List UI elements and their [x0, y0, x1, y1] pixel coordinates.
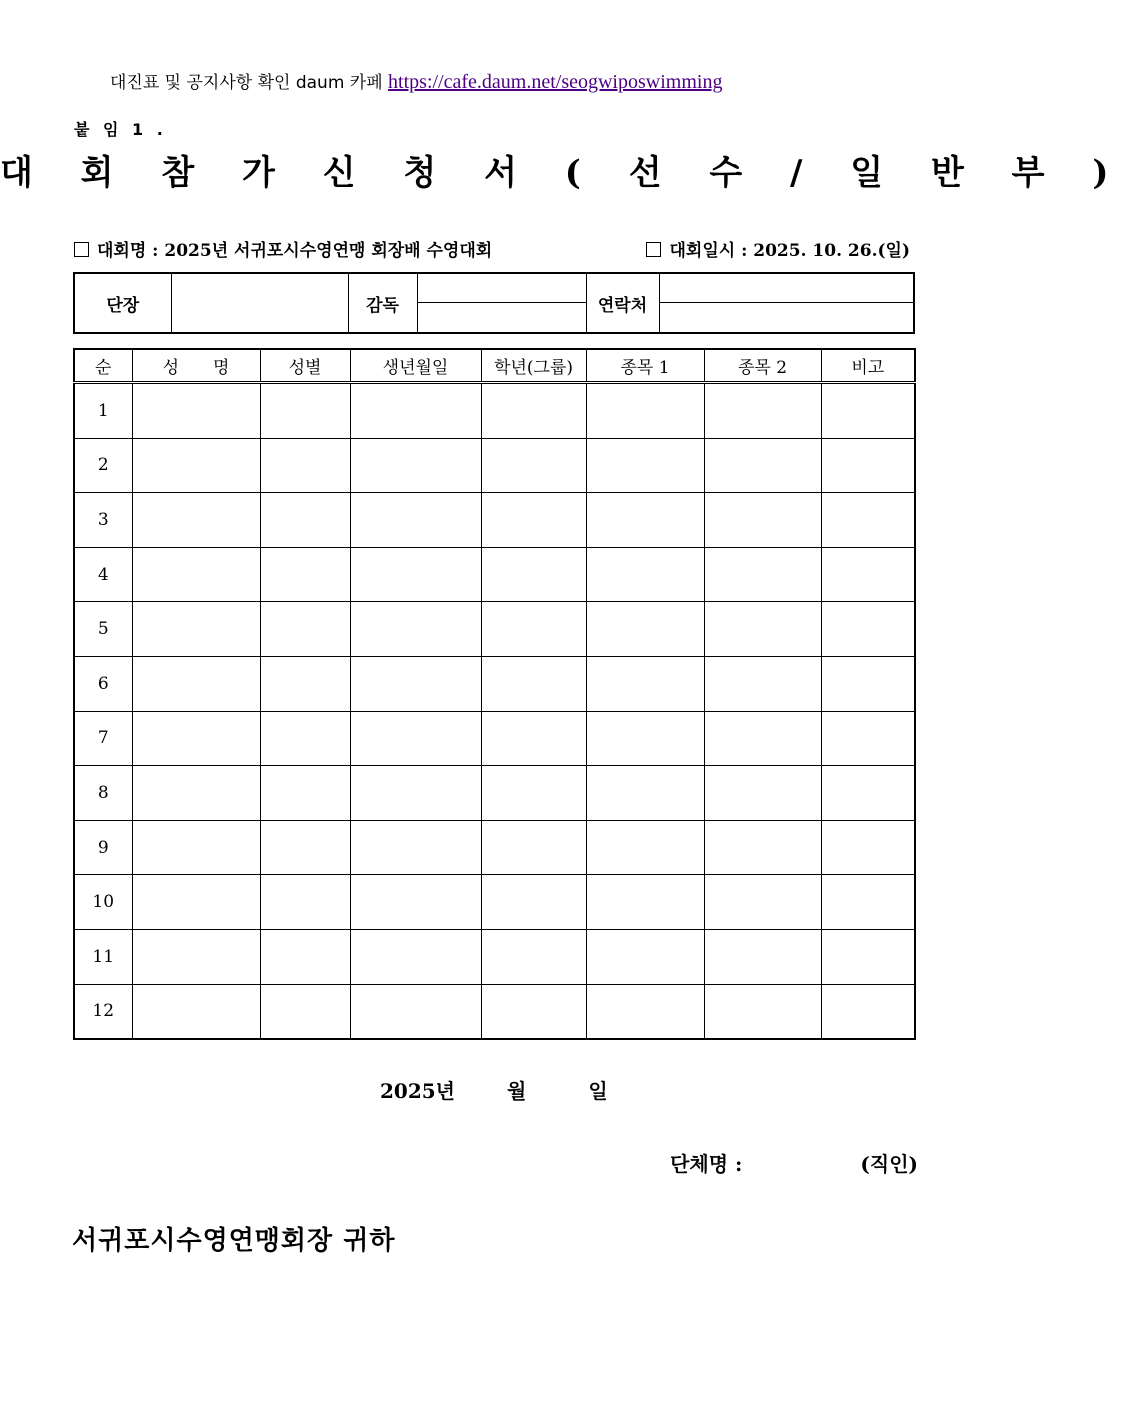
- gender-cell[interactable]: [260, 820, 350, 875]
- birthdate-cell[interactable]: [350, 820, 481, 875]
- birthdate-cell[interactable]: [350, 656, 481, 711]
- row-number: 7: [74, 711, 132, 766]
- name-cell[interactable]: [132, 820, 260, 875]
- table-row: [74, 711, 915, 766]
- birthdate-cell[interactable]: [350, 602, 481, 657]
- gender-cell[interactable]: [260, 602, 350, 657]
- remarks-cell[interactable]: [821, 656, 915, 711]
- event1-cell[interactable]: [586, 875, 704, 930]
- birthdate-cell[interactable]: [350, 711, 481, 766]
- checkbox-icon: [646, 242, 661, 257]
- name-cell[interactable]: [132, 929, 260, 984]
- attachment-label: 붙 임 1 .: [74, 120, 167, 139]
- header-remarks: 비고: [821, 349, 915, 383]
- event1-cell[interactable]: [586, 820, 704, 875]
- event2-cell[interactable]: [704, 656, 821, 711]
- remarks-cell[interactable]: [821, 766, 915, 821]
- row-number: 2: [74, 438, 132, 493]
- remarks-cell[interactable]: [821, 493, 915, 548]
- name-cell[interactable]: [132, 711, 260, 766]
- event-date-text: 대회일시 : 2025. 10. 26.(일): [669, 241, 910, 261]
- table-row: [74, 984, 915, 1039]
- event1-cell[interactable]: [586, 929, 704, 984]
- name-cell[interactable]: [132, 383, 260, 439]
- seal-label: (직인): [860, 1152, 918, 1176]
- event1-cell[interactable]: [586, 602, 704, 657]
- header-name: 성 명: [132, 349, 260, 383]
- header-event2: 종목 2: [704, 349, 821, 383]
- header-gender: 성별: [260, 349, 350, 383]
- gender-cell[interactable]: [260, 438, 350, 493]
- contact-label: 연락처: [586, 273, 659, 333]
- event2-cell[interactable]: [704, 929, 821, 984]
- event1-cell[interactable]: [586, 383, 704, 439]
- roster-table: [73, 348, 916, 1040]
- grade-cell[interactable]: [481, 984, 586, 1039]
- table-row: [74, 875, 915, 930]
- event2-cell[interactable]: [704, 602, 821, 657]
- grade-cell[interactable]: [481, 766, 586, 821]
- name-cell[interactable]: [132, 493, 260, 548]
- row-number: 4: [74, 547, 132, 602]
- grade-cell[interactable]: [481, 547, 586, 602]
- leader-label: 단장: [74, 273, 171, 333]
- contact-field-line2[interactable]: [660, 303, 914, 332]
- event1-cell[interactable]: [586, 438, 704, 493]
- date-line: [380, 1075, 608, 1104]
- coach-field[interactable]: [417, 273, 586, 333]
- gender-cell[interactable]: [260, 547, 350, 602]
- leader-field[interactable]: [171, 273, 348, 333]
- event1-cell[interactable]: [586, 984, 704, 1039]
- name-cell[interactable]: [132, 547, 260, 602]
- gender-cell[interactable]: [260, 929, 350, 984]
- name-cell[interactable]: [132, 984, 260, 1039]
- grade-cell[interactable]: [481, 820, 586, 875]
- event1-cell[interactable]: [586, 493, 704, 548]
- grade-cell[interactable]: [481, 929, 586, 984]
- row-number: 3: [74, 493, 132, 548]
- remarks-cell[interactable]: [821, 984, 915, 1039]
- gender-cell[interactable]: [260, 984, 350, 1039]
- org-label: 단체명 :: [670, 1152, 743, 1176]
- remarks-cell[interactable]: [821, 820, 915, 875]
- remarks-cell[interactable]: [821, 711, 915, 766]
- name-cell[interactable]: [132, 766, 260, 821]
- header-no: 순: [74, 349, 132, 383]
- checkbox-icon: [74, 242, 89, 257]
- event2-cell[interactable]: [704, 493, 821, 548]
- name-cell[interactable]: [132, 875, 260, 930]
- remarks-cell[interactable]: [821, 929, 915, 984]
- event1-cell[interactable]: [586, 656, 704, 711]
- gender-cell[interactable]: [260, 875, 350, 930]
- gender-cell[interactable]: [260, 493, 350, 548]
- gender-cell[interactable]: [260, 383, 350, 439]
- row-number: 11: [74, 929, 132, 984]
- coach-label: 감독: [348, 273, 417, 333]
- event2-cell[interactable]: [704, 984, 821, 1039]
- name-cell[interactable]: [132, 656, 260, 711]
- header-event1: 종목 1: [586, 349, 704, 383]
- birthdate-cell[interactable]: [350, 493, 481, 548]
- date-month: 월: [506, 1079, 527, 1103]
- remarks-cell[interactable]: [821, 547, 915, 602]
- row-number: 9: [74, 820, 132, 875]
- remarks-cell[interactable]: [821, 438, 915, 493]
- table-row: [74, 820, 915, 875]
- coach-field-line1[interactable]: [418, 274, 586, 303]
- birthdate-cell[interactable]: [350, 875, 481, 930]
- table-row: [74, 929, 915, 984]
- staff-table: [73, 272, 915, 334]
- roster-body: [74, 383, 915, 1040]
- event1-cell[interactable]: [586, 711, 704, 766]
- event2-cell[interactable]: [704, 547, 821, 602]
- notice-line: [110, 68, 722, 94]
- event2-cell[interactable]: [704, 438, 821, 493]
- roster-header-row: [74, 349, 915, 383]
- row-number: 6: [74, 656, 132, 711]
- remarks-cell[interactable]: [821, 383, 915, 439]
- row-number: 8: [74, 766, 132, 821]
- birthdate-cell[interactable]: [350, 438, 481, 493]
- event1-cell[interactable]: [586, 766, 704, 821]
- grade-cell[interactable]: [481, 383, 586, 439]
- cafe-link[interactable]: https://cafe.daum.net/seogwiposwimming: [388, 71, 723, 93]
- form-title: 대 회 참 가 신 청 서 ( 선 수 / 일 반 부 ): [0, 153, 1126, 193]
- table-row: [74, 383, 915, 439]
- header-birthdate: 생년월일: [350, 349, 481, 383]
- name-cell[interactable]: [132, 438, 260, 493]
- grade-cell[interactable]: [481, 875, 586, 930]
- event2-cell[interactable]: [704, 711, 821, 766]
- coach-field-line2[interactable]: [418, 303, 586, 332]
- addressee: 서귀포시수영연맹회장 귀하: [72, 1226, 396, 1256]
- event-date: [646, 236, 910, 261]
- birthdate-cell[interactable]: [350, 929, 481, 984]
- row-number: 10: [74, 875, 132, 930]
- event2-cell[interactable]: [704, 766, 821, 821]
- row-number: 1: [74, 383, 132, 439]
- event-name: [74, 236, 492, 261]
- grade-cell[interactable]: [481, 711, 586, 766]
- gender-cell[interactable]: [260, 766, 350, 821]
- grade-cell[interactable]: [481, 493, 586, 548]
- table-row: [74, 438, 915, 493]
- table-row: [74, 493, 915, 548]
- date-day: 일: [588, 1079, 608, 1103]
- event2-cell[interactable]: [704, 875, 821, 930]
- gender-cell[interactable]: [260, 656, 350, 711]
- table-row: [74, 547, 915, 602]
- event2-cell[interactable]: [704, 820, 821, 875]
- gender-cell[interactable]: [260, 711, 350, 766]
- contact-field-line1[interactable]: [660, 274, 914, 303]
- contact-field[interactable]: [659, 273, 914, 333]
- event2-cell[interactable]: [704, 383, 821, 439]
- notice-text: 대진표 및 공지사항 확인 daum 카페: [110, 73, 383, 93]
- name-cell[interactable]: [132, 602, 260, 657]
- grade-cell[interactable]: [481, 602, 586, 657]
- remarks-cell[interactable]: [821, 602, 915, 657]
- birthdate-cell[interactable]: [350, 383, 481, 439]
- row-number: 5: [74, 602, 132, 657]
- row-number: 12: [74, 984, 132, 1039]
- date-year: 2025년: [380, 1079, 455, 1103]
- grade-cell[interactable]: [481, 438, 586, 493]
- table-row: [74, 602, 915, 657]
- remarks-cell[interactable]: [821, 875, 915, 930]
- birthdate-cell[interactable]: [350, 547, 481, 602]
- birthdate-cell[interactable]: [350, 984, 481, 1039]
- grade-cell[interactable]: [481, 656, 586, 711]
- header-grade: 학년(그룹): [481, 349, 586, 383]
- birthdate-cell[interactable]: [350, 766, 481, 821]
- event-name-text: 대회명 : 2025년 서귀포시수영연맹 회장배 수영대회: [97, 241, 493, 261]
- org-line: [670, 1148, 918, 1177]
- table-row: [74, 766, 915, 821]
- event1-cell[interactable]: [586, 547, 704, 602]
- table-row: [74, 656, 915, 711]
